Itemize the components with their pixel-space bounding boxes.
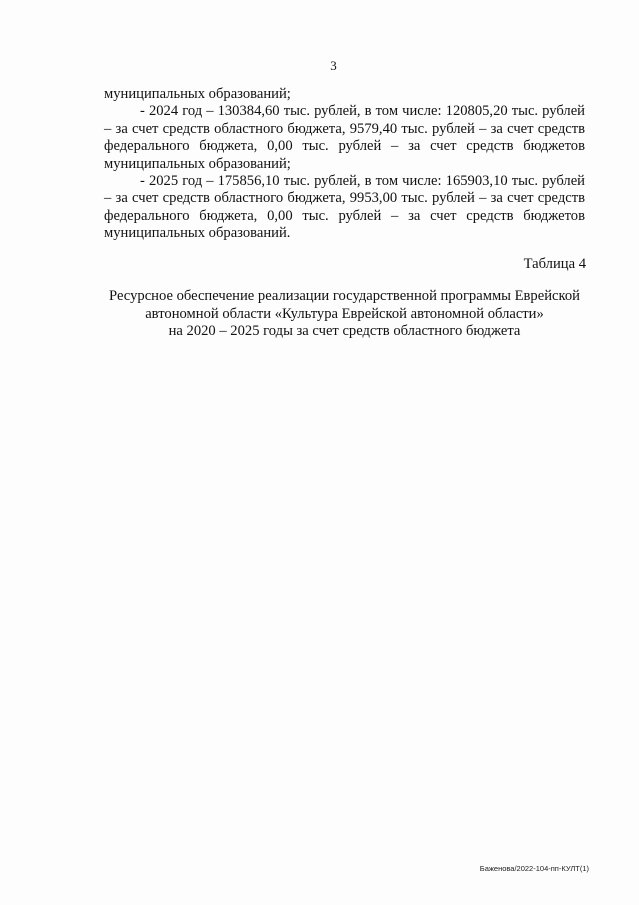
table-label: Таблица 4 <box>523 256 586 272</box>
table-title-line-2: автономной области «Культура Еврейской автономной области» <box>145 305 544 322</box>
paragraph-2025-funding: - 2025 год – 175856,10 тыс. рублей, в том числе: 165903,10 тыс. рублей – за счет средств областного бюджета, 9953,00 тыс. рублей – за счет средств федерального бюджета, 0,00 тыс. рублей – за счет средств бюджетов муниципальных образований. <box>104 173 585 242</box>
paragraph-municipal-continuation: муниципальных образований; <box>104 86 291 102</box>
table-title-line-1: Ресурсное обеспечение реализации государственной программы Еврейской <box>109 288 580 304</box>
paragraph-2024-funding: - 2024 год – 130384,60 тыс. рублей, в том числе: 120805,20 тыс. рублей – за счет средств областного бюджета, 9579,40 тыс. рублей – за счет средств федерального бюджета, 0,00 тыс. рублей – за счет средств бюджетов муниципальных образований; <box>104 103 585 172</box>
body-text <box>104 86 585 243</box>
page-number: 3 <box>330 58 337 73</box>
table-title-line-3: на 2020 – 2025 годы за счет средств областного бюджета <box>168 323 521 340</box>
footer-document-code: Баженова/2022-104-пп-КУЛТ(1) <box>479 864 589 873</box>
table-title <box>104 288 585 341</box>
